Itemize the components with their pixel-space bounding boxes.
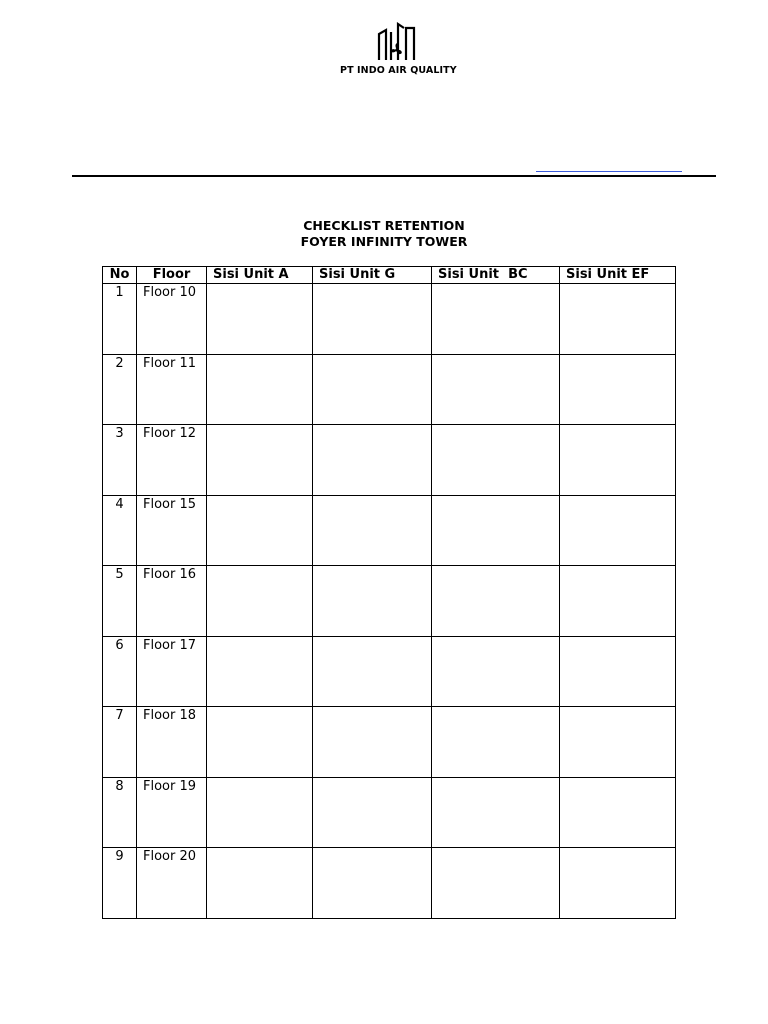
table-row [103, 707, 676, 778]
header-link-underline[interactable] [536, 171, 682, 172]
cell-sisi-unit-ef[interactable] [560, 354, 676, 425]
table-row [103, 636, 676, 707]
column-header-floor: Floor [137, 267, 207, 284]
row-floor: Floor 16 [137, 566, 207, 637]
row-floor: Floor 19 [137, 777, 207, 848]
cell-sisi-unit-ef[interactable] [560, 636, 676, 707]
column-header-sisi-unit-a: Sisi Unit A [207, 267, 313, 284]
cell-sisi-unit-ef[interactable] [560, 707, 676, 778]
row-floor: Floor 20 [137, 848, 207, 919]
cell-sisi-unit-ef[interactable] [560, 848, 676, 919]
row-floor: Floor 15 [137, 495, 207, 566]
row-number: 6 [103, 636, 137, 707]
cell-sisi-unit-g[interactable] [313, 636, 432, 707]
cell-sisi-unit-bc[interactable] [432, 707, 560, 778]
row-floor: Floor 18 [137, 707, 207, 778]
row-number: 1 [103, 284, 137, 355]
cell-sisi-unit-a[interactable] [207, 495, 313, 566]
cell-sisi-unit-g[interactable] [313, 354, 432, 425]
company-name: PT INDO AIR QUALITY [340, 65, 457, 76]
column-header-sisi-unit-ef: Sisi Unit EF [560, 267, 676, 284]
cell-sisi-unit-a[interactable] [207, 636, 313, 707]
cell-sisi-unit-bc[interactable] [432, 636, 560, 707]
row-floor: Floor 10 [137, 284, 207, 355]
cell-sisi-unit-bc[interactable] [432, 566, 560, 637]
cell-sisi-unit-a[interactable] [207, 848, 313, 919]
cell-sisi-unit-g[interactable] [313, 495, 432, 566]
cell-sisi-unit-bc[interactable] [432, 425, 560, 496]
row-number: 8 [103, 777, 137, 848]
cell-sisi-unit-ef[interactable] [560, 777, 676, 848]
column-header-no: No [103, 267, 137, 284]
cell-sisi-unit-a[interactable] [207, 566, 313, 637]
cell-sisi-unit-a[interactable] [207, 354, 313, 425]
cell-sisi-unit-bc[interactable] [432, 777, 560, 848]
document-subtitle: FOYER INFINITY TOWER [300, 234, 468, 249]
row-floor: Floor 12 [137, 425, 207, 496]
cell-sisi-unit-a[interactable] [207, 707, 313, 778]
cell-sisi-unit-bc[interactable] [432, 495, 560, 566]
row-floor: Floor 17 [137, 636, 207, 707]
cell-sisi-unit-ef[interactable] [560, 566, 676, 637]
cell-sisi-unit-a[interactable] [207, 284, 313, 355]
cell-sisi-unit-ef[interactable] [560, 425, 676, 496]
cell-sisi-unit-bc[interactable] [432, 284, 560, 355]
cell-sisi-unit-g[interactable] [313, 707, 432, 778]
document-title: CHECKLIST RETENTION [303, 218, 465, 233]
cell-sisi-unit-g[interactable] [313, 848, 432, 919]
row-number: 5 [103, 566, 137, 637]
table-row [103, 495, 676, 566]
checklist-table [102, 266, 676, 919]
table-row [103, 848, 676, 919]
row-number: 2 [103, 354, 137, 425]
table-row [103, 425, 676, 496]
header-divider [72, 175, 716, 177]
column-header-sisi-unit-bc: Sisi Unit BC [432, 267, 560, 284]
table-row [103, 777, 676, 848]
row-number: 4 [103, 495, 137, 566]
cell-sisi-unit-bc[interactable] [432, 354, 560, 425]
row-number: 7 [103, 707, 137, 778]
cell-sisi-unit-a[interactable] [207, 777, 313, 848]
cell-sisi-unit-g[interactable] [313, 425, 432, 496]
cell-sisi-unit-bc[interactable] [432, 848, 560, 919]
table-header-row [103, 267, 676, 284]
company-logo [340, 22, 456, 78]
cell-sisi-unit-ef[interactable] [560, 495, 676, 566]
table-row [103, 566, 676, 637]
table-row [103, 354, 676, 425]
row-number: 9 [103, 848, 137, 919]
cell-sisi-unit-g[interactable] [313, 284, 432, 355]
cell-sisi-unit-a[interactable] [207, 425, 313, 496]
cell-sisi-unit-g[interactable] [313, 566, 432, 637]
column-header-sisi-unit-g: Sisi Unit G [313, 267, 432, 284]
cell-sisi-unit-g[interactable] [313, 777, 432, 848]
row-number: 3 [103, 425, 137, 496]
table-row [103, 284, 676, 355]
cell-sisi-unit-ef[interactable] [560, 284, 676, 355]
row-floor: Floor 11 [137, 354, 207, 425]
building-fan-icon [376, 22, 420, 62]
